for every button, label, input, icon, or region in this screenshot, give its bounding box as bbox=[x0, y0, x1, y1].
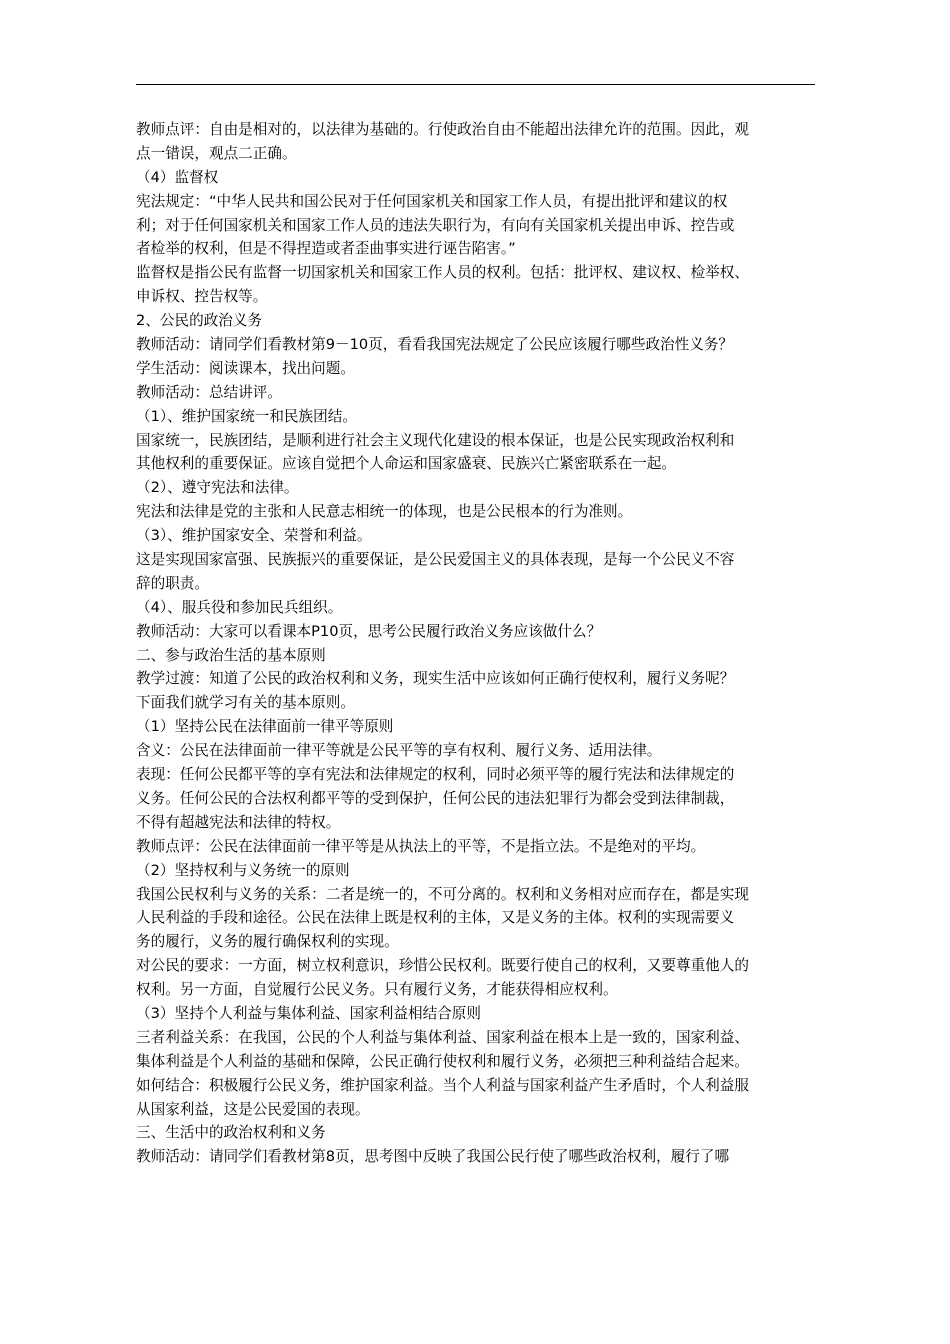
text-line: 宪法规定：“中华人民共和国公民对于任何国家机关和国家工作人员，有提出批评和建议的权 bbox=[136, 192, 728, 210]
text-line: 义务。任何公民的合法权利都平等的受到保护，任何公民的违法犯罪行为都会受到法律制裁， bbox=[136, 789, 735, 807]
text-line: 下面我们就学习有关的基本原则。 bbox=[136, 694, 355, 712]
text-line: 对公民的要求：一方面，树立权利意识，珍惜公民权利。既要行使自己的权利，又要尊重他人的 bbox=[136, 957, 749, 975]
header-rule bbox=[136, 84, 815, 85]
text-line: 我国公民权利与义务的关系：二者是统一的，不可分离的。权利和义务相对应而存在，都是实现 bbox=[136, 885, 749, 903]
text-line: 宪法和法律是党的主张和人民意志相统一的体现，也是公民根本的行为准则。 bbox=[136, 503, 633, 521]
text-line: 人民利益的手段和途径。公民在法律上既是权利的主体，又是义务的主体。权利的实现需要义 bbox=[136, 909, 735, 927]
text-line: （1）、维护国家统一和民族团结。 bbox=[136, 407, 357, 425]
text-line: 集体利益是个人利益的基础和保障，公民正确行使权利和履行义务，必须把三种利益结合起来。 bbox=[136, 1052, 749, 1070]
text-line: （4）、服兵役和参加民兵组织。 bbox=[136, 598, 343, 616]
text-line: 教师活动：请同学们看教材第8页，思考图中反映了我国公民行使了哪些政治权利，履行了哪 bbox=[136, 1148, 730, 1166]
text-line: 教师点评：公民在法律面前一律平等是从执法上的平等，不是指立法。不是绝对的平均。 bbox=[136, 837, 706, 855]
text-line: （3）、维护国家安全、荣誉和利益。 bbox=[136, 527, 372, 545]
text-line: 者检举的权利，但是不得捏造或者歪曲事实进行诬告陷害。” bbox=[136, 240, 516, 258]
text-line: （3）坚持个人利益与集体利益、国家利益相结合原则 bbox=[136, 1004, 481, 1022]
text-line: 表现：任何公民都平等的享有宪法和法律规定的权利，同时必须平等的履行宪法和法律规定的 bbox=[136, 766, 735, 784]
text-line: 二、参与政治生活的基本原则 bbox=[136, 646, 326, 664]
text-line: （2）坚持权利与义务统一的原则 bbox=[136, 861, 350, 879]
text-line: 从国家利益，这是公民爱国的表现。 bbox=[136, 1100, 370, 1118]
text-line: 教师活动：大家可以看课本P10页，思考公民履行政治义务应该做什么？ bbox=[136, 622, 602, 640]
text-line: 监督权是指公民有监督一切国家机关和国家工作人员的权利。包括：批评权、建议权、检举权、 bbox=[136, 264, 749, 282]
text-line: 点一错误，观点二正确。 bbox=[136, 144, 297, 162]
text-line: 如何结合：积极履行公民义务，维护国家利益。当个人利益与国家利益产生矛盾时，个人利益服 bbox=[136, 1076, 749, 1094]
text-line: 不得有超越宪法和法律的特权。 bbox=[136, 813, 341, 831]
text-line: （4）监督权 bbox=[136, 168, 219, 186]
text-line: （2）、遵守宪法和法律。 bbox=[136, 479, 299, 497]
text-line: 申诉权、控告权等。 bbox=[136, 288, 268, 306]
text-line: 教师活动：总结讲评。 bbox=[136, 383, 282, 401]
text-line: 其他权利的重要保证。应该自觉把个人命运和国家盛衰、民族兴亡紧密联系在一起。 bbox=[136, 455, 676, 473]
text-line: 务的履行，义务的履行确保权利的实现。 bbox=[136, 933, 399, 951]
text-line: 国家统一，民族团结，是顺利进行社会主义现代化建设的根本保证，也是公民实现政治权利和 bbox=[136, 431, 735, 449]
text-line: 含义：公民在法律面前一律平等就是公民平等的享有权利、履行义务、适用法律。 bbox=[136, 742, 662, 760]
text-line: 教师点评：自由是相对的，以法律为基础的。行使政治自由不能超出法律允许的范围。因此，观 bbox=[136, 121, 749, 138]
text-line: 三、生活中的政治权利和义务 bbox=[136, 1124, 326, 1142]
text-line: 辞的职责。 bbox=[136, 574, 209, 592]
text-line: 教学过渡：知道了公民的政治权利和义务，现实生活中应该如何正确行使权利，履行义务呢？ bbox=[136, 670, 735, 688]
text-line: 学生活动：阅读课本，找出问题。 bbox=[136, 359, 355, 377]
text-line: 这是实现国家富强、民族振兴的重要保证，是公民爱国主义的具体表现，是每一个公民义不容 bbox=[136, 551, 735, 569]
text-line: 教师活动：请同学们看教材第9－10页，看看我国宪法规定了公民应该履行哪些政治性义务？ bbox=[136, 336, 734, 354]
document-body bbox=[136, 118, 816, 1169]
text-line: 利；对于任何国家机关和国家工作人员的违法失职行为，有向有关国家机关提出申诉、控告或 bbox=[136, 216, 735, 234]
text-line: （1）坚持公民在法律面前一律平等原则 bbox=[136, 718, 394, 736]
text-line: 三者利益关系：在我国，公民的个人利益与集体利益、国家利益在根本上是一致的，国家利益、 bbox=[136, 1028, 749, 1046]
text-line: 权利。另一方面，自觉履行公民义务。只有履行义务，才能获得相应权利。 bbox=[136, 981, 618, 999]
text-line: 2、公民的政治义务 bbox=[136, 312, 263, 330]
